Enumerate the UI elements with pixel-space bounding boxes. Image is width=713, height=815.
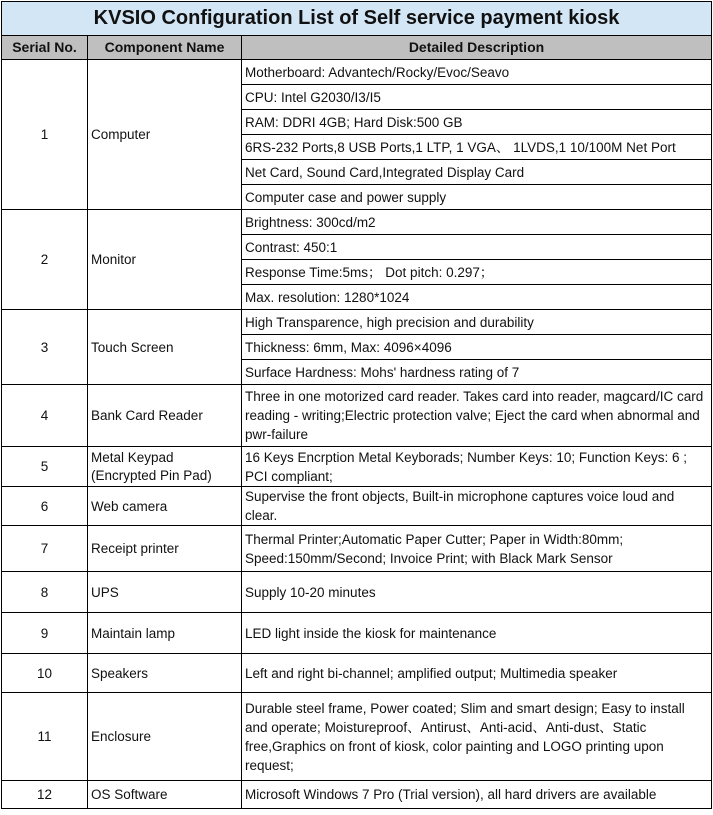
detail-cell: Computer case and power supply [242, 185, 712, 210]
serial-cell: 6 [2, 487, 88, 526]
serial-cell: 9 [2, 613, 88, 654]
serial-cell: 11 [2, 693, 88, 781]
detail-cell: 16 Keys Encrption Metal Keyborads; Number Keys: 10; Function Keys: 6 ; PCI compliant; [242, 447, 712, 487]
serial-cell: 10 [2, 654, 88, 693]
detail-cell: High Transparence, high precision and durability [242, 310, 712, 335]
serial-cell: 12 [2, 781, 88, 809]
header-row [2, 36, 712, 60]
detail-cell: Response Time:5ms； Dot pitch: 0.297； [242, 260, 712, 285]
configuration-table [1, 1, 712, 809]
header-component: Component Name [88, 36, 242, 60]
serial-cell: 3 [2, 310, 88, 385]
detail-cell: CPU: Intel G2030/I3/I5 [242, 85, 712, 110]
detail-cell: Thermal Printer;Automatic Paper Cutter; Paper in Width:80mm; Speed:150mm/Second; Invoice Print; with Black Mark Sensor [242, 526, 712, 572]
table-row [2, 572, 712, 613]
component-cell: Metal Keypad (Encrypted Pin Pad) [88, 447, 242, 487]
component-cell: UPS [88, 572, 242, 613]
detail-cell: Surface Hardness: Mohs' hardness rating of 7 [242, 360, 712, 385]
table-row [2, 693, 712, 781]
component-cell: Speakers [88, 654, 242, 693]
header-serial: Serial No. [2, 36, 88, 60]
header-description: Detailed Description [242, 36, 712, 60]
table-row [2, 210, 712, 235]
table-row [2, 310, 712, 335]
detail-cell: Contrast: 450:1 [242, 235, 712, 260]
detail-cell: RAM: DDRI 4GB; Hard Disk:500 GB [242, 110, 712, 135]
serial-cell: 7 [2, 526, 88, 572]
detail-cell: Left and right bi-channel; amplified output; Multimedia speaker [242, 654, 712, 693]
detail-cell: Motherboard: Advantech/Rocky/Evoc/Seavo [242, 60, 712, 85]
table-row [2, 385, 712, 447]
detail-cell: Supply 10-20 minutes [242, 572, 712, 613]
table-row [2, 60, 712, 85]
component-cell: OS Software [88, 781, 242, 809]
title-row [2, 2, 712, 36]
detail-cell: 6RS-232 Ports,8 USB Ports,1 LTP, 1 VGA、 1LVDS,1 10/100M Net Port [242, 135, 712, 160]
serial-cell: 5 [2, 447, 88, 487]
component-cell: Touch Screen [88, 310, 242, 385]
component-cell: Enclosure [88, 693, 242, 781]
component-cell: Web camera [88, 487, 242, 526]
table-row [2, 613, 712, 654]
detail-cell: Three in one motorized card reader. Takes card into reader, magcard/IC card reading - writing;Electric protection valve; Eject the card when abnormal and pwr-failure [242, 385, 712, 447]
table-row [2, 781, 712, 809]
serial-cell: 1 [2, 60, 88, 210]
table-title: KVSIO Configuration List of Self service payment kiosk [2, 2, 712, 36]
serial-cell: 4 [2, 385, 88, 447]
detail-cell: Durable steel frame, Power coated; Slim and smart design; Easy to install and operate; Moistureproof、Antirust、Anti-acid、Anti-dust、Static free,Graphics on front of kiosk, color painting and LOGO printing upon request; [242, 693, 712, 781]
table-row [2, 654, 712, 693]
detail-cell: Thickness: 6mm, Max: 4096×4096 [242, 335, 712, 360]
detail-cell: Brightness: 300cd/m2 [242, 210, 712, 235]
table-row [2, 447, 712, 487]
component-cell: Bank Card Reader [88, 385, 242, 447]
table-row [2, 487, 712, 526]
detail-cell: Net Card, Sound Card,Integrated Display Card [242, 160, 712, 185]
detail-cell: Max. resolution: 1280*1024 [242, 285, 712, 310]
serial-cell: 2 [2, 210, 88, 310]
component-cell: Maintain lamp [88, 613, 242, 654]
detail-cell: LED light inside the kiosk for maintenance [242, 613, 712, 654]
component-cell: Receipt printer [88, 526, 242, 572]
component-cell: Monitor [88, 210, 242, 310]
table-row [2, 526, 712, 572]
serial-cell: 8 [2, 572, 88, 613]
detail-cell: Supervise the front objects, Built-in microphone captures voice loud and clear. [242, 487, 712, 526]
component-cell: Computer [88, 60, 242, 210]
detail-cell: Microsoft Windows 7 Pro (Trial version), all hard drivers are available [242, 781, 712, 809]
